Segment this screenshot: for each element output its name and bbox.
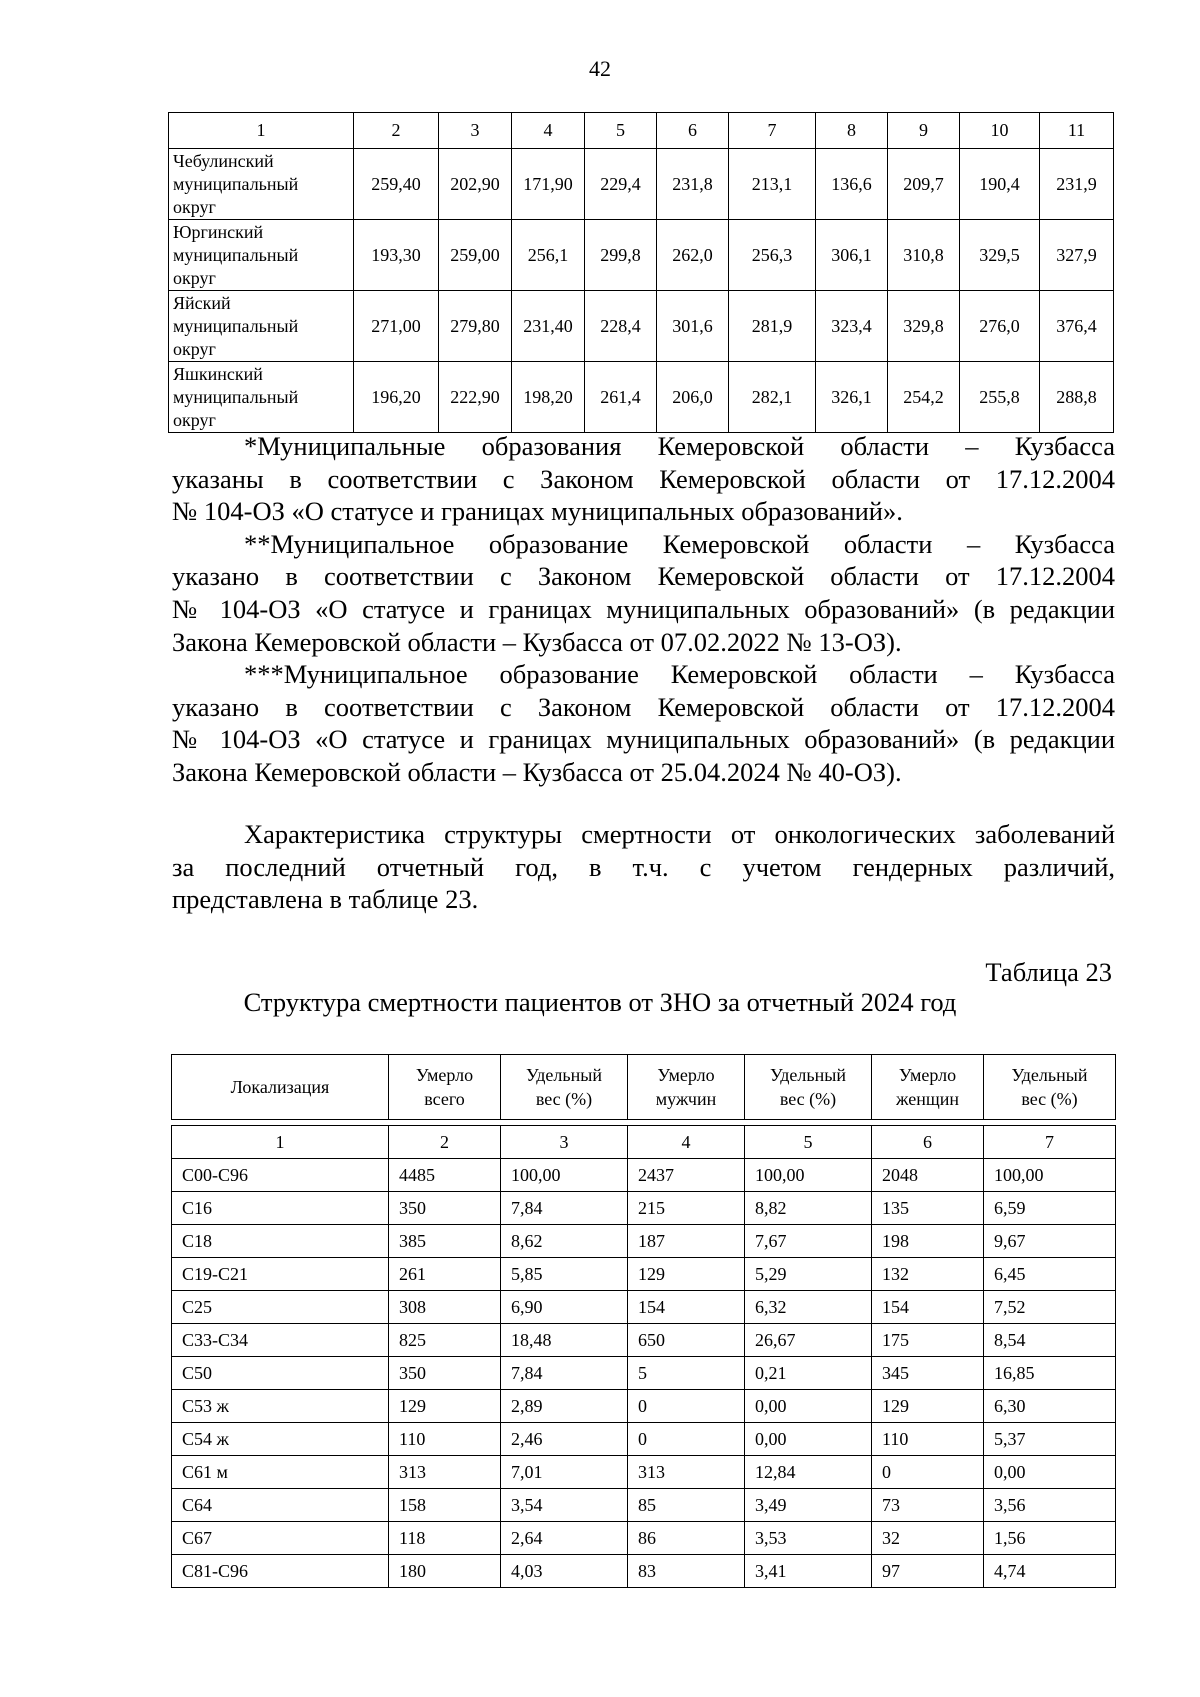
table-row bbox=[172, 1357, 1116, 1390]
table-cell: 231,8 bbox=[657, 149, 729, 220]
table-cell: 385 bbox=[389, 1225, 501, 1258]
column-header-line: Удельный bbox=[770, 1065, 846, 1085]
table-cell: 222,90 bbox=[439, 362, 512, 433]
footnote-line: указаны в соответствии с Законом Кемеровской области от 17.12.2004 bbox=[172, 463, 1115, 494]
table-cell: 5,29 bbox=[745, 1258, 872, 1291]
table-cell: 4,74 bbox=[984, 1555, 1116, 1588]
table-cell: 231,40 bbox=[512, 291, 585, 362]
table-row bbox=[172, 1456, 1116, 1489]
localization-cell: С19-С21 bbox=[172, 1258, 389, 1291]
table-cell: 3,54 bbox=[501, 1489, 628, 1522]
localization-cell: С64 bbox=[172, 1489, 389, 1522]
table-cell: 282,1 bbox=[729, 362, 816, 433]
column-number: 4 bbox=[628, 1126, 745, 1159]
table-cell: 180 bbox=[389, 1555, 501, 1588]
table-cell: 187 bbox=[628, 1225, 745, 1258]
municipality-name-line: Юргинский bbox=[173, 221, 264, 242]
table-cell: 209,7 bbox=[888, 149, 960, 220]
table-row bbox=[169, 291, 1114, 362]
column-number: 9 bbox=[888, 113, 960, 149]
table-cell: 7,52 bbox=[984, 1291, 1116, 1324]
table-cell: 288,8 bbox=[1040, 362, 1114, 433]
table-row bbox=[172, 1489, 1116, 1522]
footnote-line: указано в соответствии с Законом Кемеровской области от 17.12.2004 bbox=[172, 561, 1115, 592]
municipality-name bbox=[169, 362, 354, 433]
table-header-row bbox=[169, 113, 1114, 149]
table-cell: 132 bbox=[872, 1258, 984, 1291]
table-cell: 0 bbox=[628, 1390, 745, 1423]
table-cell: 276,0 bbox=[960, 291, 1040, 362]
table-cell: 86 bbox=[628, 1522, 745, 1555]
table-cell: 4485 bbox=[389, 1159, 501, 1192]
municipality-name-line: Яшкинский bbox=[173, 363, 263, 384]
localization-cell: С54 ж bbox=[172, 1423, 389, 1456]
column-header-line: Умерло bbox=[898, 1065, 957, 1085]
table-cell: 7,67 bbox=[745, 1225, 872, 1258]
table-row bbox=[172, 1423, 1116, 1456]
localization-cell: С61 м bbox=[172, 1456, 389, 1489]
table-cell: 259,00 bbox=[439, 220, 512, 291]
table-cell: 2437 bbox=[628, 1159, 745, 1192]
table-cell: 129 bbox=[872, 1390, 984, 1423]
footnote-line: Закона Кемеровской области – Кузбасса от 25.04.2024 № 40-ОЗ). bbox=[172, 756, 902, 787]
column-number: 7 bbox=[729, 113, 816, 149]
localization-cell: С81-С96 bbox=[172, 1555, 389, 1588]
table-row bbox=[172, 1291, 1116, 1324]
table-cell: 0,00 bbox=[745, 1423, 872, 1456]
table-cell: 158 bbox=[389, 1489, 501, 1522]
table-cell: 255,8 bbox=[960, 362, 1040, 433]
table-cell: 7,84 bbox=[501, 1192, 628, 1225]
localization-cell: С67 bbox=[172, 1522, 389, 1555]
table-cell: 308 bbox=[389, 1291, 501, 1324]
table-cell: 100,00 bbox=[984, 1159, 1116, 1192]
table-cell: 2048 bbox=[872, 1159, 984, 1192]
column-number: 3 bbox=[439, 113, 512, 149]
column-number: 1 bbox=[172, 1126, 389, 1159]
table-cell: 256,1 bbox=[512, 220, 585, 291]
table-cell: 299,8 bbox=[585, 220, 657, 291]
municipality-name-line: Чебулинский bbox=[173, 150, 274, 171]
column-header bbox=[628, 1055, 745, 1120]
table-row bbox=[172, 1225, 1116, 1258]
localization-cell: С53 ж bbox=[172, 1390, 389, 1423]
table-cell: 202,90 bbox=[439, 149, 512, 220]
table-cell: 6,59 bbox=[984, 1192, 1116, 1225]
footnote-line: № 104-ОЗ «О статусе и границах муниципальных образований». bbox=[172, 496, 903, 527]
table-row bbox=[169, 220, 1114, 291]
footnote-line: № 104-ОЗ «О статусе и границах муниципальных образований» (в редакции bbox=[172, 724, 1115, 755]
column-number: 8 bbox=[816, 113, 888, 149]
table-cell: 6,32 bbox=[745, 1291, 872, 1324]
table-cell: 326,1 bbox=[816, 362, 888, 433]
column-number: 11 bbox=[1040, 113, 1114, 149]
table-row bbox=[172, 1258, 1116, 1291]
table-cell: 110 bbox=[872, 1423, 984, 1456]
column-header-line: мужчин bbox=[655, 1089, 717, 1109]
column-number: 5 bbox=[745, 1126, 872, 1159]
table-cell: 8,82 bbox=[745, 1192, 872, 1225]
table-cell: 100,00 bbox=[745, 1159, 872, 1192]
footnote-line: **Муниципальное образование Кемеровской области – Кузбасса bbox=[244, 528, 1115, 559]
table-cell: 650 bbox=[628, 1324, 745, 1357]
table-cell: 12,84 bbox=[745, 1456, 872, 1489]
municipality-name-line: округ bbox=[173, 338, 216, 359]
footnote-line: № 104-ОЗ «О статусе и границах муниципальных образований» (в редакции bbox=[172, 593, 1115, 624]
column-header-line: женщин bbox=[896, 1089, 959, 1109]
page-number: 42 bbox=[589, 56, 611, 81]
column-number: 7 bbox=[984, 1126, 1116, 1159]
municipality-name bbox=[169, 291, 354, 362]
table-cell: 135 bbox=[872, 1192, 984, 1225]
table-cell: 261 bbox=[389, 1258, 501, 1291]
column-header-line: Удельный bbox=[526, 1065, 602, 1085]
localization-cell: С33-С34 bbox=[172, 1324, 389, 1357]
column-header-line: Умерло bbox=[657, 1065, 715, 1085]
table-cell: 175 bbox=[872, 1324, 984, 1357]
table-cell: 215 bbox=[628, 1192, 745, 1225]
table-cell: 4,03 bbox=[501, 1555, 628, 1588]
table-cell: 1,56 bbox=[984, 1522, 1116, 1555]
table-cell: 213,1 bbox=[729, 149, 816, 220]
column-number: 2 bbox=[389, 1126, 501, 1159]
table-cell: 229,4 bbox=[585, 149, 657, 220]
column-number: 6 bbox=[657, 113, 729, 149]
municipality-name-line: округ bbox=[173, 196, 216, 217]
table-cell: 301,6 bbox=[657, 291, 729, 362]
table-cell: 262,0 bbox=[657, 220, 729, 291]
localization-cell: С50 bbox=[172, 1357, 389, 1390]
column-number: 1 bbox=[169, 113, 354, 149]
table-cell: 825 bbox=[389, 1324, 501, 1357]
table-cell: 376,4 bbox=[1040, 291, 1114, 362]
table-cell: 323,4 bbox=[816, 291, 888, 362]
table-cell: 254,2 bbox=[888, 362, 960, 433]
table-label: Таблица 23 bbox=[985, 957, 1112, 987]
table-row bbox=[172, 1390, 1116, 1423]
table-cell: 7,84 bbox=[501, 1357, 628, 1390]
localization-cell: С00-С96 bbox=[172, 1159, 389, 1192]
table-cell: 0,00 bbox=[745, 1390, 872, 1423]
table-cell: 196,20 bbox=[354, 362, 439, 433]
table23-header bbox=[171, 1054, 1116, 1120]
footnote-line: указано в соответствии с Законом Кемеровской области от 17.12.2004 bbox=[172, 691, 1115, 722]
table-cell: 206,0 bbox=[657, 362, 729, 433]
table-cell: 100,00 bbox=[501, 1159, 628, 1192]
table-cell: 85 bbox=[628, 1489, 745, 1522]
table-cell: 8,54 bbox=[984, 1324, 1116, 1357]
column-header-line: всего bbox=[424, 1089, 465, 1109]
table-cell: 313 bbox=[389, 1456, 501, 1489]
column-header-line: вес (%) bbox=[1021, 1089, 1078, 1109]
table-cell: 8,62 bbox=[501, 1225, 628, 1258]
intro-paragraph bbox=[172, 818, 1115, 916]
table-cell: 129 bbox=[389, 1390, 501, 1423]
table-cell: 256,3 bbox=[729, 220, 816, 291]
municipality-name-line: муниципальный bbox=[173, 173, 299, 194]
table-row bbox=[172, 1324, 1116, 1357]
table-cell: 271,00 bbox=[354, 291, 439, 362]
municipality-name-line: округ bbox=[173, 409, 216, 430]
municipality-name-line: муниципальный bbox=[173, 244, 299, 265]
footnote-line: ***Муниципальное образование Кемеровской области – Кузбасса bbox=[244, 659, 1115, 690]
paragraph-line: представлена в таблице 23. bbox=[172, 884, 479, 915]
column-header-line: Удельный bbox=[1011, 1065, 1088, 1085]
table-cell: 5 bbox=[628, 1357, 745, 1390]
table-cell: 129 bbox=[628, 1258, 745, 1291]
table-cell: 261,4 bbox=[585, 362, 657, 433]
table-row bbox=[172, 1522, 1116, 1555]
column-number: 6 bbox=[872, 1126, 984, 1159]
table-cell: 193,30 bbox=[354, 220, 439, 291]
municipality-name-line: округ bbox=[173, 267, 216, 288]
column-header-line: Локализация bbox=[230, 1077, 330, 1097]
table-cell: 306,1 bbox=[816, 220, 888, 291]
column-number-row bbox=[172, 1126, 1116, 1159]
footnote-line: *Муниципальные образования Кемеровской области – Кузбасса bbox=[244, 431, 1115, 461]
table-cell: 350 bbox=[389, 1192, 501, 1225]
table-cell: 329,8 bbox=[888, 291, 960, 362]
column-header bbox=[745, 1055, 872, 1120]
table-cell: 3,41 bbox=[745, 1555, 872, 1588]
table-cell: 0,21 bbox=[745, 1357, 872, 1390]
table-row bbox=[172, 1159, 1116, 1192]
table-cell: 2,46 bbox=[501, 1423, 628, 1456]
table-row bbox=[169, 149, 1114, 220]
footnote-line: Закона Кемеровской области – Кузбасса от 07.02.2022 № 13-ОЗ). bbox=[172, 626, 902, 657]
table-cell: 16,85 bbox=[984, 1357, 1116, 1390]
localization-cell: С25 bbox=[172, 1291, 389, 1324]
table-cell: 2,64 bbox=[501, 1522, 628, 1555]
table-cell: 110 bbox=[389, 1423, 501, 1456]
table-cell: 350 bbox=[389, 1357, 501, 1390]
table-cell: 136,6 bbox=[816, 149, 888, 220]
column-number: 5 bbox=[585, 113, 657, 149]
column-number: 10 bbox=[960, 113, 1040, 149]
column-header-line: вес (%) bbox=[779, 1089, 837, 1109]
table-cell: 231,9 bbox=[1040, 149, 1114, 220]
table-cell: 329,5 bbox=[960, 220, 1040, 291]
table-cell: 345 bbox=[872, 1357, 984, 1390]
municipality-name-line: муниципальный bbox=[173, 315, 299, 336]
table-cell: 97 bbox=[872, 1555, 984, 1588]
municipality-name-line: муниципальный bbox=[173, 386, 299, 407]
table-cell: 2,89 bbox=[501, 1390, 628, 1423]
table-cell: 73 bbox=[872, 1489, 984, 1522]
table-row bbox=[172, 1192, 1116, 1225]
table-title: Структура смертности пациентов от ЗНО за отчетный 2024 год bbox=[243, 987, 957, 1017]
table-cell: 6,30 bbox=[984, 1390, 1116, 1423]
table-cell: 3,49 bbox=[745, 1489, 872, 1522]
municipality-name bbox=[169, 220, 354, 291]
column-header bbox=[984, 1055, 1116, 1120]
municipality-name-line: Яйский bbox=[173, 292, 231, 313]
column-number: 3 bbox=[501, 1126, 628, 1159]
column-header-line: Умерло bbox=[415, 1065, 474, 1085]
table-cell: 228,4 bbox=[585, 291, 657, 362]
table-cell: 313 bbox=[628, 1456, 745, 1489]
table-cell: 198 bbox=[872, 1225, 984, 1258]
table-cell: 279,80 bbox=[439, 291, 512, 362]
table-cell: 310,8 bbox=[888, 220, 960, 291]
table-cell: 118 bbox=[389, 1522, 501, 1555]
table-row bbox=[169, 362, 1114, 433]
table-row bbox=[172, 1555, 1116, 1588]
column-header bbox=[872, 1055, 984, 1120]
table-cell: 0 bbox=[628, 1423, 745, 1456]
table-cell: 3,53 bbox=[745, 1522, 872, 1555]
table-cell: 5,37 bbox=[984, 1423, 1116, 1456]
table-cell: 26,67 bbox=[745, 1324, 872, 1357]
table-cell: 281,9 bbox=[729, 291, 816, 362]
table-cell: 5,85 bbox=[501, 1258, 628, 1291]
table-cell: 0,00 bbox=[984, 1456, 1116, 1489]
table-cell: 6,90 bbox=[501, 1291, 628, 1324]
table-cell: 83 bbox=[628, 1555, 745, 1588]
table23-body bbox=[171, 1125, 1116, 1588]
table-cell: 32 bbox=[872, 1522, 984, 1555]
column-number: 4 bbox=[512, 113, 585, 149]
table-cell: 6,45 bbox=[984, 1258, 1116, 1291]
table-cell: 18,48 bbox=[501, 1324, 628, 1357]
paragraph-line: за последний отчетный год, в т.ч. с учетом гендерных различий, bbox=[172, 851, 1115, 882]
table-cell: 154 bbox=[872, 1291, 984, 1324]
table-cell: 0 bbox=[872, 1456, 984, 1489]
table-cell: 7,01 bbox=[501, 1456, 628, 1489]
table-cell: 190,4 bbox=[960, 149, 1040, 220]
table-cell: 259,40 bbox=[354, 149, 439, 220]
table-cell: 9,67 bbox=[984, 1225, 1116, 1258]
table-cell: 327,9 bbox=[1040, 220, 1114, 291]
column-header bbox=[172, 1055, 389, 1120]
table-cell: 3,56 bbox=[984, 1489, 1116, 1522]
footnotes bbox=[172, 430, 1115, 789]
table-cell: 171,90 bbox=[512, 149, 585, 220]
table-cell: 198,20 bbox=[512, 362, 585, 433]
column-header bbox=[501, 1055, 628, 1120]
column-header-line: вес (%) bbox=[535, 1089, 593, 1109]
localization-cell: С18 bbox=[172, 1225, 389, 1258]
column-header bbox=[389, 1055, 501, 1120]
municipal-table-continuation bbox=[168, 112, 1114, 433]
localization-cell: С16 bbox=[172, 1192, 389, 1225]
municipality-name bbox=[169, 149, 354, 220]
paragraph-line: Характеристика структуры смертности от онкологических заболеваний bbox=[244, 819, 1115, 849]
column-number: 2 bbox=[354, 113, 439, 149]
table-cell: 154 bbox=[628, 1291, 745, 1324]
